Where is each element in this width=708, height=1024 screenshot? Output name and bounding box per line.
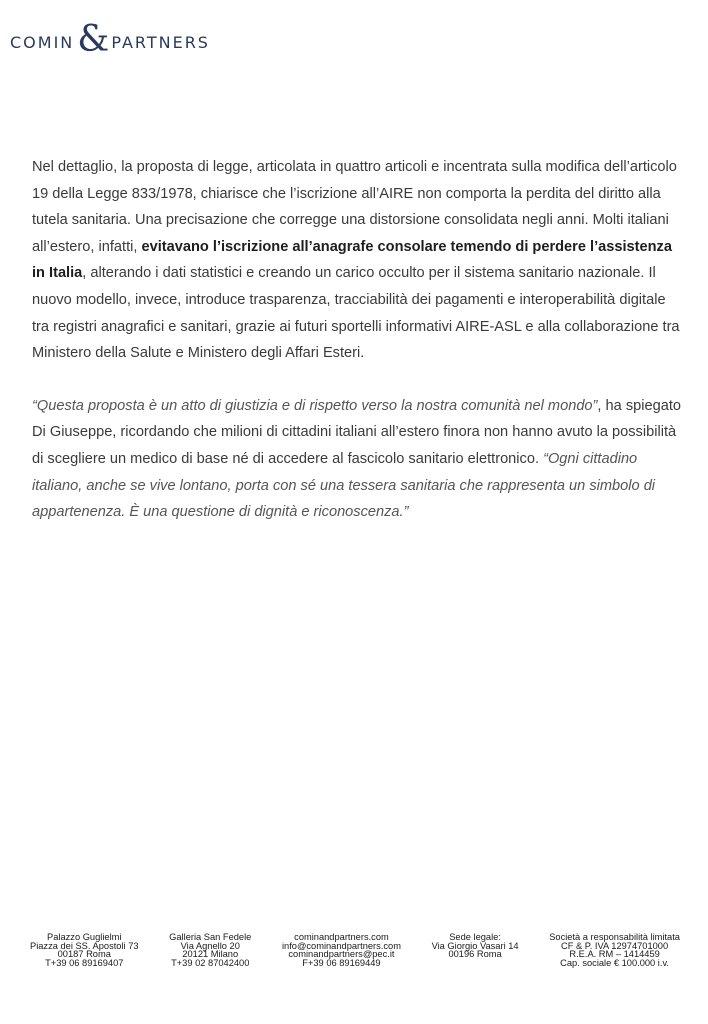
paragraph-2 [32,393,682,526]
footer-col-contacts [282,933,401,967]
footer-line: R.E.A. RM – 1414459 [569,949,660,960]
footer-line: Sede legale: [449,932,501,942]
company-logo [10,19,210,62]
footer-email: info@cominandpartners.com [281,940,401,951]
paragraph-1 [32,154,682,367]
paragraph-1-text-b: , alterando i dati statistici e creando un carico occulto per il sistema sanitario nazionale. Il nuovo modello, invece, introduce trasparenza, tracciabilità dei pagamenti e interoperabilità digitale tra registri anagrafici e sanitari, grazie ai futuri sportelli informativi AIRE-ASL e alla collaborazione tra Ministero della Salute e Ministero degli Affari Esteri. [32,265,680,362]
paragraph-2-text: , ha spiegato Di Giuseppe, ricordando che milioni di cittadini italiani all’estero finora non hanno avuto la possibilità di scegliere un medico di base né di accedere al fascicolo sanitario elettronico. [32,397,681,467]
footer-line: 00187 Roma [57,949,111,960]
footer-col-roma-office [30,933,139,967]
paragraph-1-bold: evitavano l’iscrizione all’anagrafe consolare temendo di perdere l’assistenza in Italia [32,238,672,282]
footer-col-milano-office [169,933,251,967]
footer-line: T+39 06 89169407 [45,957,124,968]
footer-col-legal-seat [432,933,519,967]
footer-line: Via Giorgio Vasari 14 [431,940,519,951]
document-body [32,154,682,552]
paragraph-1-text-a: Nel dettaglio, la proposta di legge, articolata in quattro articoli e incentrata sulla modifica dell’articolo 19 della Legge 833/1978, chiarisce che l’iscrizione all’AIRE non comporta la perdita del diritto alla tutela sanitaria. Una precisazione che corregge una distorsione consolidata negli anni. Molti italiani all’estero, infatti, [32,159,677,255]
footer-line: 00196 Roma [448,949,502,960]
page-footer [30,933,680,967]
paragraph-2-quote-1: “Questa proposta è un atto di giustizia e di rispetto verso la nostra comunità nel mondo” [32,397,598,414]
paragraph-2-quote-2: “Ogni cittadino italiano, anche se vive lontano, porta con sé una tessera sanitaria che rappresenta un simbolo di appartenenza. È una questione di dignità e riconoscenza.” [32,450,656,521]
footer-line: T+39 02 87042400 [171,957,250,968]
logo-text-comin: COMIN [10,32,75,52]
footer-fax: F+39 06 89169449 [302,957,381,968]
footer-line: CF & P. IVA 12974701000 [560,940,669,951]
footer-line: Società a responsabilità limitata [549,932,680,942]
logo-ampersand: & [77,19,110,60]
footer-col-company-info [549,933,680,967]
footer-line: 20121 Milano [182,949,239,960]
footer-line: Cap. sociale € 100.000 i.v. [560,957,670,968]
footer-line: Via Agnello 20 [180,940,240,951]
footer-line: Piazza dei SS. Apostoli 73 [30,940,139,951]
footer-website: cominandpartners.com [294,932,389,942]
footer-line: Palazzo Guglielmi [47,932,122,942]
footer-pec: cominandpartners@pec.it [288,949,395,960]
footer-line: Galleria San Fedele [169,932,252,942]
logo-text-partners: PARTNERS [111,32,210,52]
